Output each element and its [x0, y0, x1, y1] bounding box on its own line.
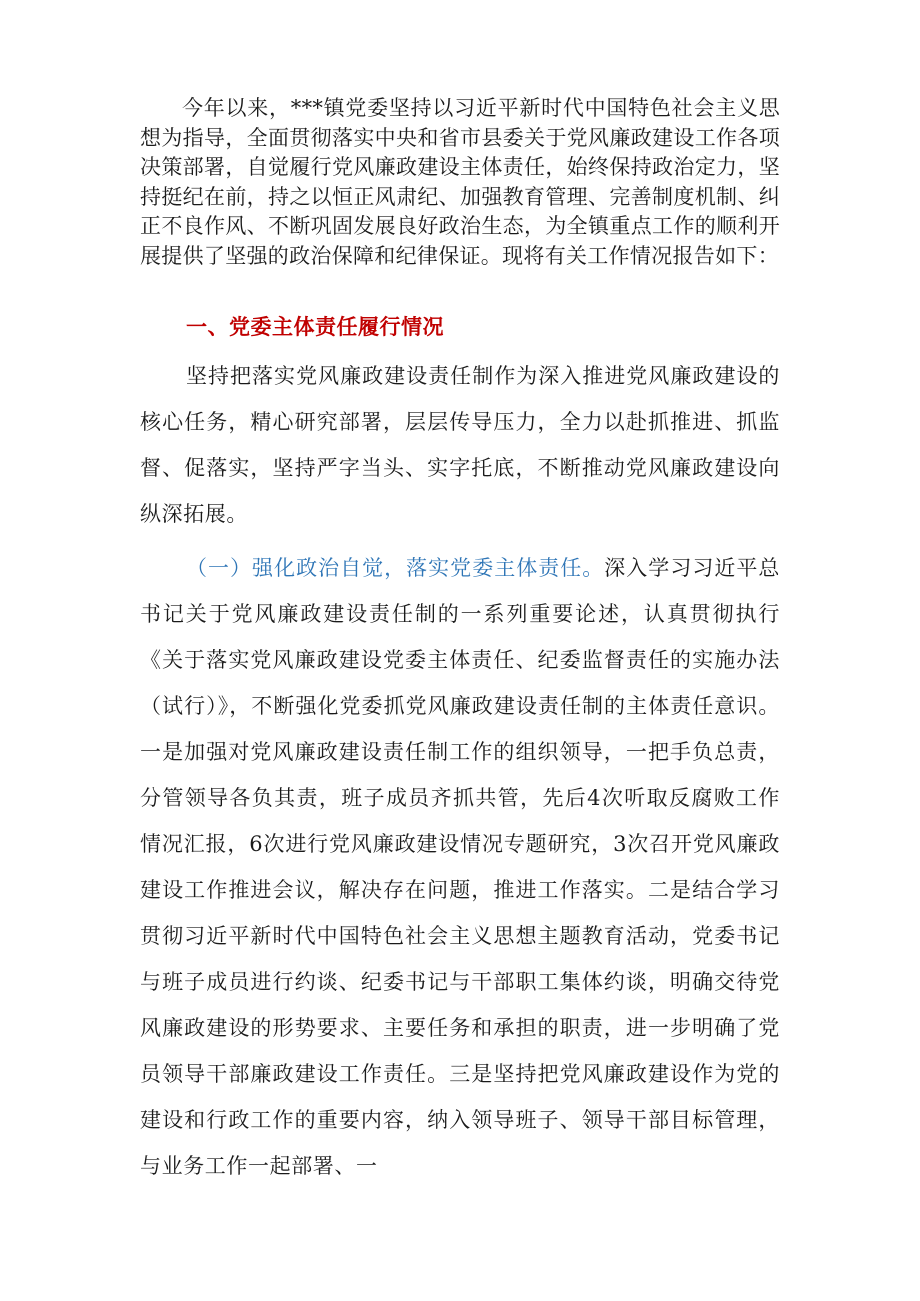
subheading-1: （一）强化政治自觉，落实党委主体责任。: [186, 556, 605, 580]
body-paragraph-2-text: 深入学习习近平总书记关于党风廉政建设责任制的一系列重要论述，认真贯彻执行《关于落实党风廉政建设党委主体责任、纪委监督责任的实施办法（试行）》，不断强化党委抓党风廉政建设责任制的主体责任意识。一是加强对党风廉政建设责任制工作的组织领导，一把手负总责，分管领导各负其责，班子成员齐抓共管，先后4次听取反腐败工作情况汇报，6次进行党风廉政建设情况专题研究，3次召开党风廉政建设工作推进会议，解决存在问题，推进工作落实。二是结合学习贯彻习近平新时代中国特色社会主义思想主题教育活动，党委书记与班子成员进行约谈、纪委书记与干部职工集体约谈，明确交待党风廉政建设的形势要求、主要任务和承担的职责，进一步明确了党员领导干部廉政建设工作责任。三是坚持把党风廉政建设作为党的建设和行政工作的重要内容，纳入领导班子、领导干部目标管理，与业务工作一起部署、一: [140, 556, 780, 1178]
body-paragraph-2: [140, 545, 780, 1189]
body-paragraph-1: 坚持把落实党风廉政建设责任制作为深入推进党风廉政建设的核心任务，精心研究部署，层层传导压力，全力以赴抓推进、抓监督、促落实，坚持严字当头、实字托底，不断推动党风廉政建设向纵深拓展。: [140, 364, 780, 526]
section-heading: 一、党委主体责任履行情况: [186, 315, 444, 339]
intro-paragraph: 今年以来，***镇党委坚持以习近平新时代中国特色社会主义思想为指导，全面贯彻落实中央和省市县委关于党风廉政建设工作各项决策部署，自觉履行党风廉政建设主体责任，始终保持政治定力，坚持挺纪在前，持之以恒正风肃纪、加强教育管理、完善制度机制、纠正不良作风、不断巩固发展良好政治生态，为全镇重点工作的顺利开展提供了坚强的政治保障和纪律保证。现将有关工作情况报告如下：: [140, 96, 780, 268]
